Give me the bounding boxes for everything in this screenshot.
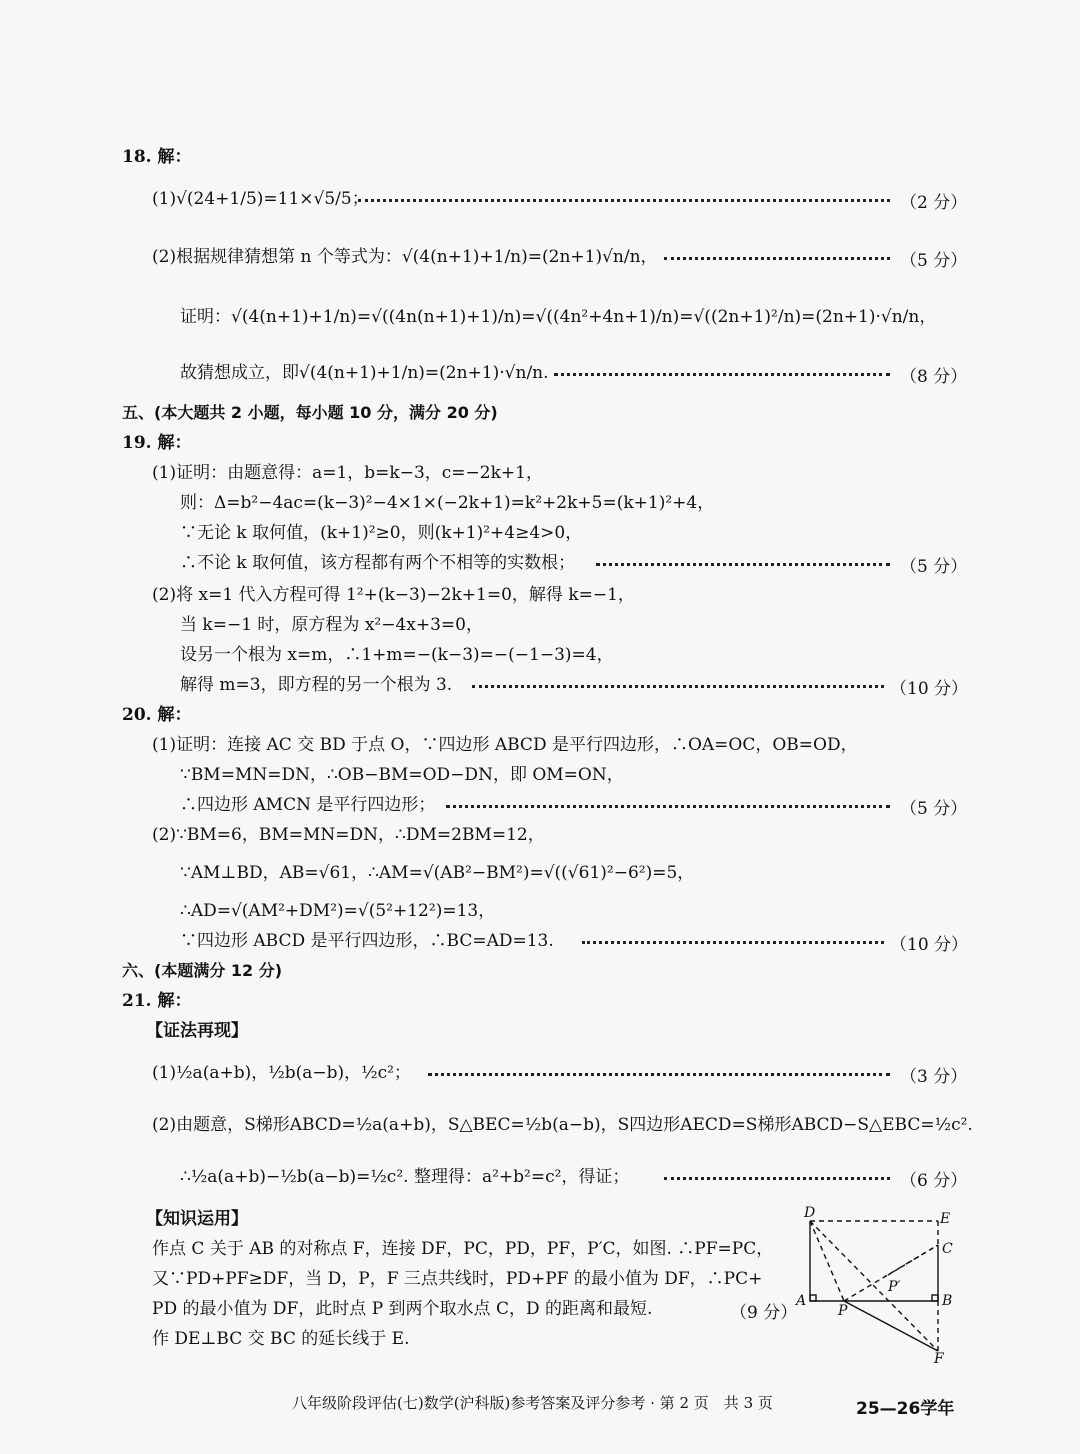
geometry-figure bbox=[792, 1205, 962, 1365]
score-leader bbox=[664, 257, 890, 262]
q21-part2: (2)由题意，S梯形ABCD=½a(a+b)，S△BEC=½b(a−b)，S四边形AECD=S梯形ABCD−S△EBC=½c². bbox=[152, 1115, 973, 1135]
q21-heading: 21. 解： bbox=[122, 991, 192, 1011]
q19-heading: 19. 解： bbox=[122, 433, 192, 453]
score-leader bbox=[358, 199, 890, 204]
q21-part2-score: （6 分） bbox=[900, 1171, 968, 1191]
score-leader bbox=[554, 373, 890, 378]
score-leader bbox=[446, 805, 890, 810]
q20-heading: 20. 解： bbox=[122, 705, 192, 725]
q21-line7: 作 DE⊥BC 交 BC 的延长线于 E. bbox=[152, 1329, 410, 1349]
segment-DP bbox=[810, 1221, 844, 1301]
q19-line3: ∵无论 k 取何值，(k+1)²≥0，则(k+1)²+4≥4>0， bbox=[180, 523, 583, 543]
q19-line5: (2)将 x=1 代入方程可得 1²+(k−3)−2k+1=0，解得 k=−1， bbox=[152, 585, 635, 605]
q19-line2: 则：Δ=b²−4ac=(k−3)²−4×1×(−2k+1)=k²+2k+5=(k+1)²+4， bbox=[180, 493, 715, 513]
q18-heading: 18. 解： bbox=[122, 147, 192, 167]
score-leader bbox=[428, 1073, 890, 1078]
q20-line7: ∵四边形 ABCD 是平行四边形，∴BC=AD=13. bbox=[180, 931, 554, 951]
q20-line7-score: （10 分） bbox=[890, 935, 969, 955]
q19-line1: (1)证明：由题意得：a=1，b=k−3，c=−2k+1， bbox=[152, 463, 543, 483]
q18-part1: (1)√(24+1/5)=11×√5/5； bbox=[152, 189, 369, 209]
right-angle-A bbox=[810, 1295, 816, 1301]
q21-subheading-proof: 【证法再现】 bbox=[146, 1021, 248, 1041]
label-E: E bbox=[940, 1211, 951, 1227]
school-year-label: 25—26学年 bbox=[856, 1399, 955, 1419]
label-D: D bbox=[804, 1205, 816, 1221]
q18-conclusion-score: （8 分） bbox=[900, 367, 968, 387]
q20-line6: ∴AD=√(AM²+DM²)=√(5²+12²)=13， bbox=[180, 901, 496, 921]
q19-line6: 当 k=−1 时，原方程为 x²−4x+3=0， bbox=[180, 615, 483, 635]
q19-line8: 解得 m=3，即方程的另一个根为 3. bbox=[180, 675, 453, 695]
q20-line2: ∵BM=MN=DN，∴OB−BM=OD−DN，即 OM=ON， bbox=[180, 765, 624, 785]
q19-line4-score: （5 分） bbox=[900, 557, 968, 577]
q21-part1: (1)½a(a+b)，½b(a−b)，½c²； bbox=[152, 1063, 411, 1083]
q20-line5: ∵AM⊥BD，AB=√61，∴AM=√(AB²−BM²)=√((√61)²−6²)=5， bbox=[180, 863, 695, 883]
q18-proof: 证明：√(4(n+1)+1/n)=√((4n(n+1)+1)/n)=√((4n²+4n+1)/n)=√((2n+1)²/n)=(2n+1)·√n/n， bbox=[180, 307, 937, 327]
q21-part1-score: （3 分） bbox=[900, 1067, 968, 1087]
q18-conclusion: 故猜想成立，即√(4(n+1)+1/n)=(2n+1)·√n/n. bbox=[180, 363, 549, 383]
score-leader bbox=[664, 1177, 890, 1182]
q21-line4: 作点 C 关于 AB 的对称点 F，连接 DF，PC，PD，PF，P′C，如图. ∴PF=PC， bbox=[152, 1239, 774, 1259]
score-leader bbox=[472, 685, 884, 690]
q21-part2-conclusion: ∴½a(a+b)−½b(a−b)=½c². 整理得：a²+b²=c²，得证； bbox=[180, 1167, 630, 1187]
label-P-prime: P′ bbox=[888, 1279, 901, 1295]
q21-line5: 又∵PD+PF≥DF，当 D，P，F 三点共线时，PD+PF 的最小值为 DF，∴PC+ bbox=[152, 1269, 763, 1289]
score-leader bbox=[582, 941, 884, 946]
label-B: B bbox=[942, 1293, 953, 1309]
q20-line3: ∴四边形 AMCN 是平行四边形； bbox=[180, 795, 436, 815]
page-footer: 八年级阶段评估(七)数学(沪科版)参考答案及评分参考 · 第 2 页 共 3 页 bbox=[292, 1394, 773, 1412]
q19-line7: 设另一个根为 x=m，∴1+m=−(k−3)=−(−1−3)=4， bbox=[180, 645, 614, 665]
q18-part1-score: （2 分） bbox=[900, 193, 968, 213]
q19-line8-score: （10 分） bbox=[890, 679, 969, 699]
section-5-title: 五、(本大题共 2 小题，每小题 10 分，满分 20 分) bbox=[122, 403, 498, 422]
q18-part2: (2)根据规律猜想第 n 个等式为：√(4(n+1)+1/n)=(2n+1)√n/n， bbox=[152, 247, 658, 267]
q20-line3-score: （5 分） bbox=[900, 799, 968, 819]
q19-line4: ∴不论 k 取何值，该方程都有两个不相等的实数根； bbox=[180, 553, 576, 573]
segment-P1C bbox=[888, 1245, 938, 1275]
section-6-title: 六、(本题满分 12 分) bbox=[122, 961, 283, 980]
label-P: P bbox=[838, 1303, 848, 1319]
q20-line1: (1)证明：连接 AC 交 BD 于点 O，∵四边形 ABCD 是平行四边形，∴OA=OC，OB=OD， bbox=[152, 735, 858, 755]
right-angle-B bbox=[932, 1295, 938, 1301]
q21-line6-score: （9 分） bbox=[730, 1303, 798, 1323]
label-C: C bbox=[942, 1241, 953, 1257]
label-F: F bbox=[934, 1351, 944, 1365]
q20-line4: (2)∵BM=6，BM=MN=DN，∴DM=2BM=12， bbox=[152, 825, 545, 845]
q21-subheading-application: 【知识运用】 bbox=[146, 1209, 248, 1229]
q21-line6: PD 的最小值为 DF，此时点 P 到两个取水点 C，D 的距离和最短. bbox=[152, 1299, 653, 1319]
label-A: A bbox=[796, 1293, 807, 1309]
q18-part2-score: （5 分） bbox=[900, 251, 968, 271]
score-leader bbox=[596, 563, 890, 568]
segment-PF bbox=[844, 1301, 938, 1351]
segment-DF bbox=[810, 1221, 938, 1351]
